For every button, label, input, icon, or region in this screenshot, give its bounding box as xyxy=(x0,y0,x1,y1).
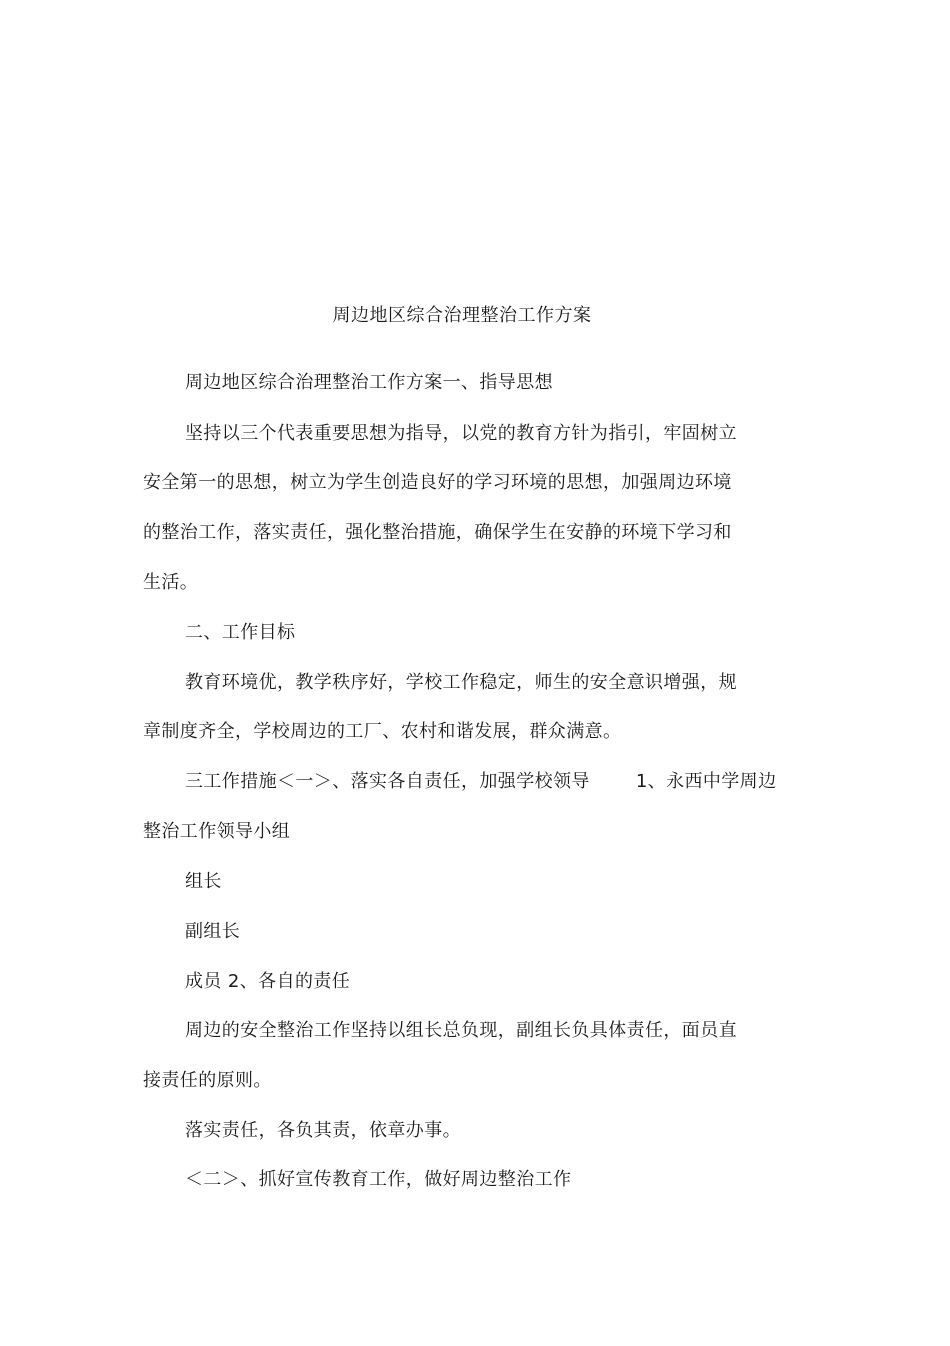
paragraph-line: 安全第一的思想，树立为学生创造良好的学习环境的思想，加强周边环境 xyxy=(143,472,732,493)
list-item-leader: 组长 xyxy=(185,871,222,892)
list-item-deputy-leader: 副组长 xyxy=(185,921,241,942)
section-heading-goals: 二、工作目标 xyxy=(185,622,296,643)
section-heading-measures xyxy=(185,769,776,795)
list-item-members: 成员 2、各自的责任 xyxy=(185,971,351,992)
paragraph-line: 落实责任，各负其责，依章办事。 xyxy=(185,1120,461,1141)
measures-heading-text: 三工作措施＜一＞、落实各自责任，加强学校领导 xyxy=(185,771,590,792)
paragraph-line: 生活。 xyxy=(143,572,199,593)
document-title: 周边地区综合治理整治工作方案 xyxy=(332,305,592,326)
measures-subheading-text: 1、永西中学周边 xyxy=(635,771,777,792)
paragraph-line: 周边的安全整治工作坚持以组长总负现，副组长负具体责任，面员直 xyxy=(185,1020,737,1041)
paragraph-line: 的整治工作，落实责任，强化整治措施，确保学生在安静的环境下学习和 xyxy=(143,522,732,543)
paragraph-heading-guiding-thought: 周边地区综合治理整治工作方案一、指导思想 xyxy=(185,372,553,393)
paragraph-line: 整治工作领导小组 xyxy=(143,821,291,842)
paragraph-line: 教育环境优，教学秩序好，学校工作稳定，师生的安全意识增强，规 xyxy=(185,672,737,693)
paragraph-line: 章制度齐全，学校周边的工厂、农村和谐发展，群众满意。 xyxy=(143,721,622,742)
paragraph-line: 接责任的原则。 xyxy=(143,1070,272,1091)
section-heading-publicity: ＜二＞、抓好宣传教育工作，做好周边整治工作 xyxy=(185,1169,572,1190)
paragraph-line: 坚持以三个代表重要思想为指导，以党的教育方针为指引，牢固树立 xyxy=(185,423,737,444)
